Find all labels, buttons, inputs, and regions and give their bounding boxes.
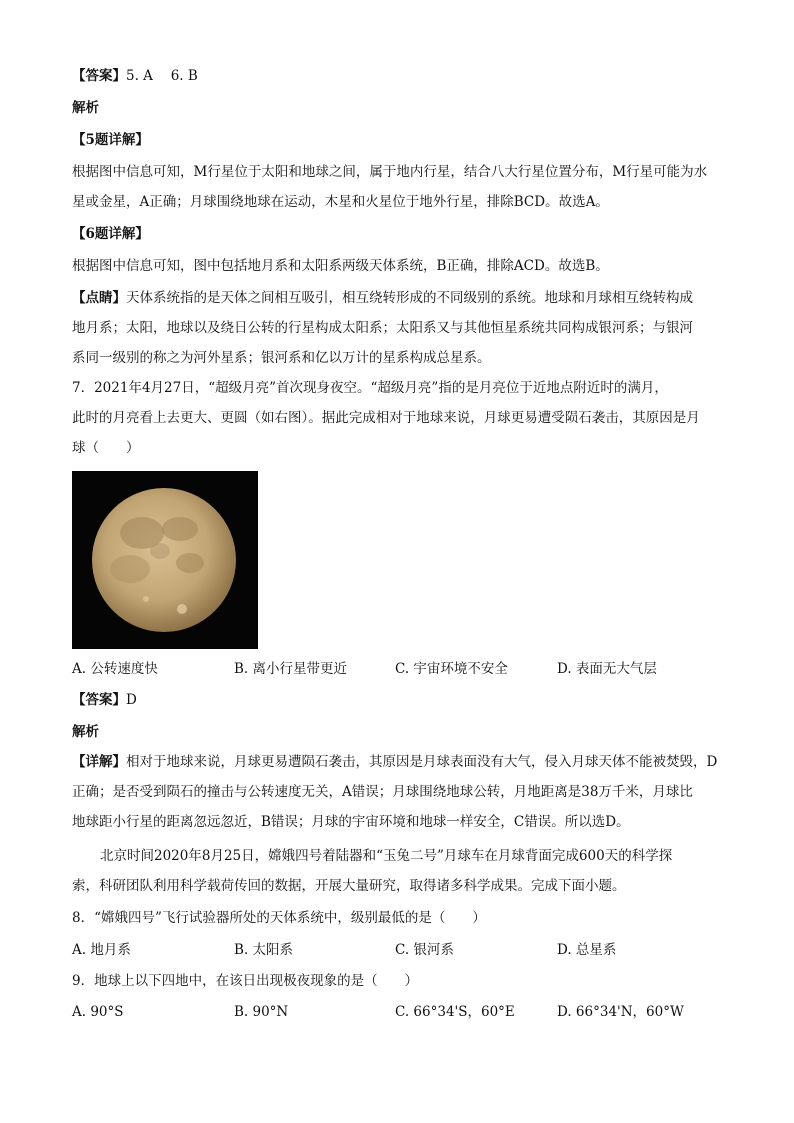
note-tag: 【点睛】 <box>72 290 126 306</box>
q7-stem: 7．2021年4月27日，“超级月亮”首次现身夜空。“超级月亮”指的是月亮位于近地点附近时的满月， <box>72 380 668 396</box>
analysis-heading: 解析 <box>72 100 99 116</box>
q6-heading: 【6题详解】 <box>72 226 149 242</box>
q5-heading: 【5题详解】 <box>72 132 149 148</box>
q7-option-b[interactable]: B. 离小行星带更近 <box>234 661 348 677</box>
note-text: 天体系统指的是天体之间相互吸引，相互绕转形成的不同级别的系统。地球和月球相互绕转构成 <box>126 290 693 306</box>
q7-stem: 此时的月亮看上去更大、更圆（如右图）。据此完成相对于地球来说，月球更易遭受陨石袭击，其原因是月 <box>72 410 700 426</box>
intro-paragraph: 北京时间2020年8月25日，嫦娥四号着陆器和“玉兔二号”月球车在月球背面完成600天的科学探 <box>100 848 673 864</box>
q7-options <box>72 659 732 679</box>
note-line: 地月系；太阳，地球以及绕日公转的行星构成太阳系；太阳系又与其他恒星系统共同构成银河系；与银河 <box>72 320 693 336</box>
q8-option-a[interactable]: A. 地月系 <box>72 942 131 958</box>
q7-option-a[interactable]: A. 公转速度快 <box>72 661 158 677</box>
q8-option-c[interactable]: C. 银河系 <box>395 942 454 958</box>
supermoon-photo <box>72 471 258 649</box>
q7-detail: 地球距小行星的距离忽远忽近，B错误；月球的宇宙环境和地球一样安全，C错误。所以选D。 <box>72 814 630 830</box>
q8-options <box>72 940 732 960</box>
q8-option-b[interactable]: B. 太阳系 <box>234 942 294 958</box>
intro-paragraph: 索，科研团队利用科学载荷传回的数据，开展大量研究，取得诸多科学成果。完成下面小题。 <box>72 878 626 894</box>
detail-text: 相对于地球来说，月球更易遭陨石袭击，其原因是月球表面没有大气，侵入月球天体不能被焚毁，D <box>126 754 718 770</box>
q5-line: 根据图中信息可知，M行星位于太阳和地球之间，属于地内行星，结合八大行星位置分布，M行星可能为水 <box>72 164 708 180</box>
q7-answer <box>72 690 137 710</box>
analysis-heading: 解析 <box>72 724 99 740</box>
q5-line: 星或金星，A正确；月球围绕地球在运动，木星和火星位于地外行星，排除BCD。故选A。 <box>72 194 609 210</box>
answer-tag: 【答案】 <box>72 692 126 708</box>
detail-tag: 【详解】 <box>72 754 126 770</box>
q9-option-d[interactable]: D. 66°34'N，60°W <box>557 1004 684 1020</box>
q7-option-d[interactable]: D. 表面无大气层 <box>557 661 657 677</box>
moon-image <box>72 471 258 649</box>
note-line <box>72 288 693 308</box>
q9-option-c[interactable]: C. 66°34'S，60°E <box>395 1004 515 1020</box>
q6-line: 根据图中信息可知，图中包括地月系和太阳系两级天体系统，B正确，排除ACD。故选B。 <box>72 258 609 274</box>
q9-stem: 9．地球上以下四地中，在该日出现极夜现象的是（ ） <box>72 973 419 989</box>
answer-5-6 <box>72 66 198 86</box>
q9-option-b[interactable]: B. 90°N <box>234 1004 289 1020</box>
answer-text: D <box>126 692 137 708</box>
q7-detail <box>72 752 717 772</box>
answer-tag: 【答案】 <box>72 68 126 84</box>
q7-option-c[interactable]: C. 宇宙环境不安全 <box>395 661 508 677</box>
q7-detail: 正确；是否受到陨石的撞击与公转速度无关，A错误；月球围绕地球公转，月地距离是38万千米，月球比 <box>72 784 693 800</box>
answer-text: 5. A 6. B <box>126 68 198 84</box>
q9-option-a[interactable]: A. 90°S <box>72 1004 124 1020</box>
note-line: 系同一级别的称之为河外星系；银河系和亿以万计的星系构成总星系。 <box>72 350 491 366</box>
q8-stem: 8．“嫦娥四号”飞行试验器所处的天体系统中，级别最低的是（ ） <box>72 910 486 926</box>
q9-options <box>72 1002 732 1022</box>
q8-option-d[interactable]: D. 总星系 <box>557 942 617 958</box>
q7-stem: 球（ ） <box>72 440 140 456</box>
